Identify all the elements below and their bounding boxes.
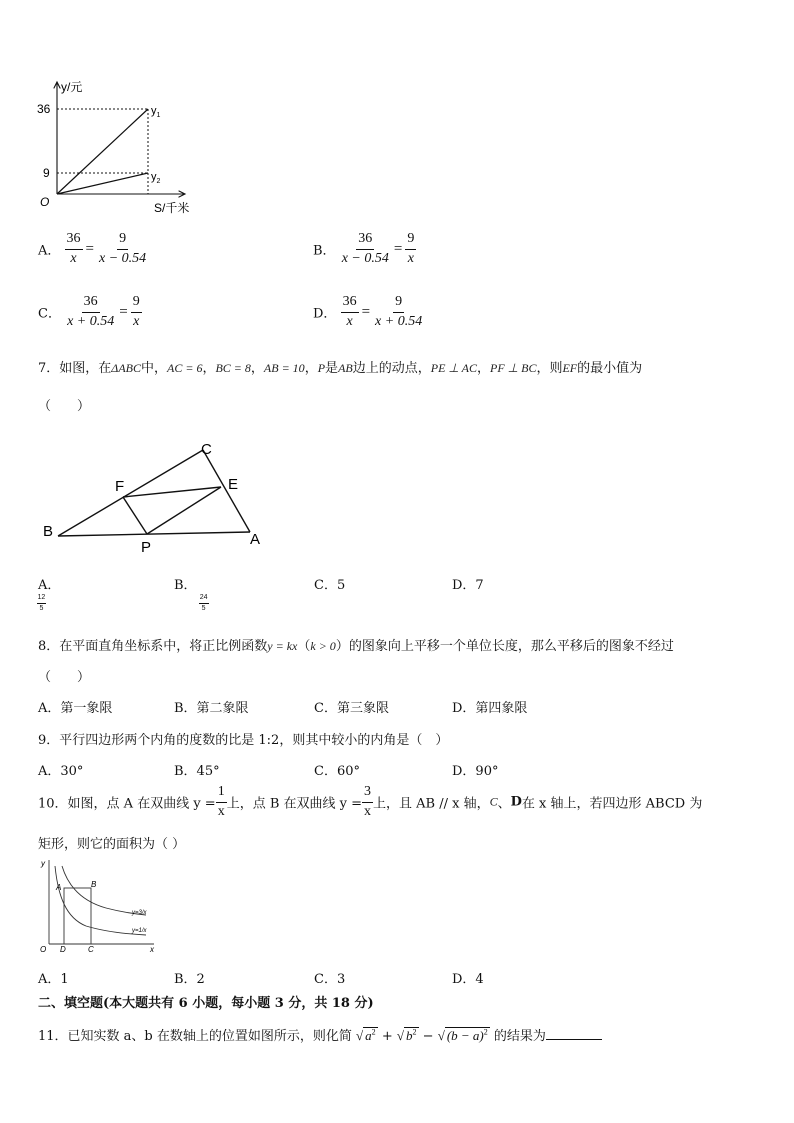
q6-option-c[interactable]: C． $\frac{36}{x + 0.54}$ = $\frac{9}{x}$ — [38, 294, 140, 329]
fraction-lhs: $\frac{36}{x + 0.54}$ — [67, 294, 115, 329]
side-ba — [58, 532, 250, 536]
radical-b-squared: √ $b^2$ — [396, 1027, 417, 1043]
point-d: D — [60, 945, 66, 954]
y-axis-label: y/元 — [61, 80, 83, 94]
radical-a-squared: √ $a^2$ — [356, 1027, 376, 1043]
q6-option-d[interactable]: D． $\frac{36}{x}$ = $\frac{9}{x + 0.54}$ — [313, 294, 423, 329]
point-f: F — [115, 478, 125, 495]
option-letter: B． — [313, 243, 336, 259]
q10-stem: 10．如图，点 A 在双曲线 y = $\frac{1}{x}$ 上，点 B 在双曲线 y = $\frac{3}{x}$ 上，且 AB // x 轴，C、D在 x 轴上，若四边形 ABCD 为 — [38, 784, 703, 819]
vertex-b: B — [43, 523, 54, 540]
side-bc — [58, 450, 203, 536]
q8-option-c[interactable]: C．第三象限 — [314, 701, 389, 716]
fraction-lhs: $\frac{36}{x - 0.54}$ — [341, 231, 389, 266]
curve-1-over-x — [55, 866, 146, 935]
line-y1-label: $y_1$ — [151, 105, 161, 119]
fraction-3-over-x: $\frac{3}{x}$ — [364, 784, 372, 819]
q7-option-c[interactable]: C．5 — [314, 578, 346, 593]
option-letter: D． — [313, 306, 337, 322]
fraction-1-over-x: $\frac{1}{x}$ — [217, 784, 225, 819]
q9-option-d[interactable]: D．90° — [452, 764, 499, 779]
fraction-rhs: $\frac{9}{x}$ — [407, 231, 415, 266]
q10-figure — [36, 856, 158, 956]
fraction-lhs: $\frac{36}{x}$ — [342, 294, 357, 329]
fraction-rhs: $\frac{9}{x + 0.54}$ — [375, 294, 423, 329]
q9-option-c[interactable]: C．60° — [314, 764, 360, 779]
q11-stem: 11．已知实数 a、b 在数轴上的位置如图所示，则化简 √ $a^2$ + √ $b^2$ − √ $(b - a)^2$ 的结果为 — [38, 1025, 602, 1044]
q7-option-b[interactable]: B． $\frac{24}{5}$ — [174, 578, 208, 612]
curve-3-label: y=3/x — [132, 910, 147, 916]
line-y2-label: $y_2$ — [151, 171, 161, 185]
point-a: A — [56, 883, 62, 892]
q8-option-b[interactable]: B．第二象限 — [174, 701, 249, 716]
q7-option-a[interactable]: A． $\frac{12}{5}$ — [37, 578, 61, 612]
q7-option-d[interactable]: D．7 — [452, 578, 484, 593]
fraction-rhs: $\frac{9}{x - 0.54}$ — [99, 231, 147, 266]
fraction-12-5: $\frac{12}{5}$ — [37, 594, 46, 612]
vertex-c: C — [201, 441, 212, 458]
vertex-a: A — [250, 531, 261, 548]
q7-figure — [36, 436, 276, 558]
tick-9: 9 — [43, 166, 50, 180]
q6-graph — [30, 76, 210, 216]
q6-option-a[interactable]: A． $\frac{36}{x}$ = $\frac{9}{x - 0.54}$ — [38, 231, 147, 266]
q7-answer-paren: （ ） — [38, 399, 91, 414]
line-y1 — [57, 109, 148, 194]
tick-36: 36 — [37, 102, 51, 116]
point-b: B — [91, 880, 97, 889]
fraction-lhs: $\frac{36}{x}$ — [66, 231, 81, 266]
point-c: C — [88, 945, 94, 954]
y-label: y — [41, 859, 45, 868]
q8-stem: 8．在平面直角坐标系中，将正比例函数y = kx（k > 0）的图象向上平移一个单位长度，那么平移后的图象不经过 — [38, 639, 674, 654]
option-letter: A． — [38, 243, 61, 259]
side-ca — [203, 450, 250, 532]
origin-label: O — [40, 195, 50, 209]
line-y2 — [57, 173, 148, 194]
answer-blank[interactable] — [546, 1027, 602, 1040]
x-axis-label: S/千米 — [154, 201, 190, 215]
q8-option-a[interactable]: A．第一象限 — [38, 701, 113, 716]
q10-option-b[interactable]: B．2 — [174, 972, 205, 987]
origin-label: O — [40, 945, 47, 954]
curve-1-label: y=1/x — [132, 928, 147, 934]
q9-option-b[interactable]: B．45° — [174, 764, 220, 779]
rectangle-abcd — [64, 888, 91, 944]
q10-option-a[interactable]: A．1 — [38, 972, 69, 987]
q8-option-d[interactable]: D．第四象限 — [452, 701, 528, 716]
point-p: P — [141, 539, 152, 556]
point-e: E — [228, 476, 239, 493]
q7-stem: 7．如图，在ΔABC中，AC = 6，BC = 8，AB = 10，P是AB边上的动点，PE ⊥ AC，PF ⊥ BC，则EF的最小值为 — [38, 361, 643, 376]
fraction-rhs: $\frac{9}{x}$ — [132, 294, 140, 329]
fraction-24-5: $\frac{24}{5}$ — [199, 594, 208, 612]
q10-stem-line2: 矩形，则它的面积为（ ） — [38, 837, 186, 852]
segment-pf — [123, 497, 147, 534]
x-label: x — [150, 945, 154, 954]
q9-option-a[interactable]: A．30° — [38, 764, 84, 779]
section-title-fill-in: 二、填空题(本大题共有 6 小题，每小题 3 分，共 18 分) — [38, 996, 374, 1011]
q6-option-b[interactable]: B． $\frac{36}{x - 0.54}$ = $\frac{9}{x}$ — [313, 231, 415, 266]
radical-b-minus-a-squared: √ $(b - a)^2$ — [437, 1027, 488, 1043]
curve-3-over-x — [62, 866, 146, 915]
q10-option-c[interactable]: C．3 — [314, 972, 346, 987]
q8-answer-paren: （ ） — [38, 670, 91, 685]
option-letter: C． — [38, 306, 61, 322]
q10-option-d[interactable]: D．4 — [452, 972, 484, 987]
q9-stem: 9．平行四边形两个内角的度数的比是 1:2，则其中较小的内角是（ ） — [38, 733, 449, 748]
